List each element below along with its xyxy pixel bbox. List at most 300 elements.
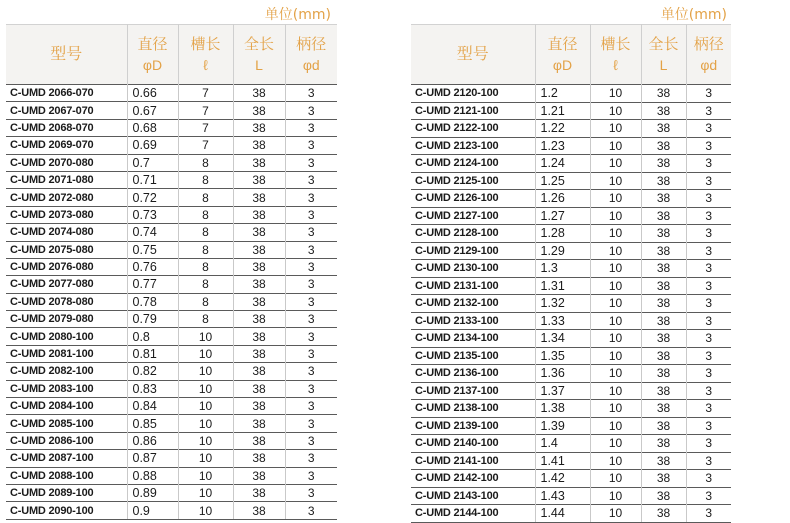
shank-diameter-cell: 3 xyxy=(285,241,337,258)
diameter-cell: 1.25 xyxy=(535,172,590,190)
overall-length-cell: 38 xyxy=(641,312,686,330)
shank-diameter-cell: 3 xyxy=(285,328,337,345)
diameter-cell: 0.81 xyxy=(127,345,178,362)
table-row xyxy=(411,470,731,488)
overall-length-cell: 38 xyxy=(641,102,686,120)
table-row xyxy=(6,502,337,519)
diameter-cell: 0.86 xyxy=(127,432,178,449)
overall-length-cell: 38 xyxy=(233,450,285,467)
overall-length-cell: 38 xyxy=(641,487,686,505)
flute-length-cell: 10 xyxy=(590,382,641,400)
unit-label: 单位(mm) xyxy=(264,7,331,23)
shank-diameter-cell: 3 xyxy=(285,171,337,188)
overall-length-cell: 38 xyxy=(641,505,686,523)
shank-diameter-cell: 3 xyxy=(686,452,731,470)
overall-length-cell: 38 xyxy=(233,137,285,154)
shank-diameter-cell: 3 xyxy=(686,190,731,208)
flute-length-cell: 10 xyxy=(590,225,641,243)
diameter-cell: 1.39 xyxy=(535,417,590,435)
header-model xyxy=(6,25,127,85)
diameter-cell: 1.31 xyxy=(535,277,590,295)
table-row xyxy=(411,312,731,330)
table-row xyxy=(6,154,337,171)
overall-length-cell: 38 xyxy=(233,311,285,328)
diameter-cell: 1.23 xyxy=(535,137,590,155)
diameter-cell: 1.37 xyxy=(535,382,590,400)
flute-length-cell: 8 xyxy=(178,293,233,310)
model-cell: C-UMD 2081-100 xyxy=(6,345,127,362)
diameter-cell: 0.87 xyxy=(127,450,178,467)
shank-diameter-cell: 3 xyxy=(285,224,337,241)
header-shank-label: 柄径 xyxy=(693,35,724,53)
model-cell: C-UMD 2131-100 xyxy=(411,277,535,295)
flute-length-cell: 8 xyxy=(178,241,233,258)
overall-length-cell: 38 xyxy=(641,435,686,453)
diameter-cell: 0.73 xyxy=(127,206,178,223)
flute-length-cell: 10 xyxy=(590,137,641,155)
overall-length-cell: 38 xyxy=(641,382,686,400)
shank-diameter-cell: 3 xyxy=(285,415,337,432)
table-row xyxy=(411,207,731,225)
overall-length-cell: 38 xyxy=(641,400,686,418)
model-cell: C-UMD 2124-100 xyxy=(411,155,535,173)
unit-label: 单位(mm) xyxy=(660,7,727,23)
header-overall-length xyxy=(641,25,686,85)
flute-length-cell: 8 xyxy=(178,206,233,223)
overall-length-cell: 38 xyxy=(641,417,686,435)
table-row xyxy=(6,415,337,432)
model-cell: C-UMD 2140-100 xyxy=(411,435,535,453)
table-row xyxy=(411,190,731,208)
header-overall-symbol: L xyxy=(255,56,263,73)
header-row xyxy=(6,25,337,85)
overall-length-cell: 38 xyxy=(641,207,686,225)
shank-diameter-cell: 3 xyxy=(686,487,731,505)
overall-length-cell: 38 xyxy=(641,452,686,470)
flute-length-cell: 10 xyxy=(178,363,233,380)
header-shank-diameter xyxy=(285,25,337,85)
model-cell: C-UMD 2084-100 xyxy=(6,398,127,415)
flute-length-cell: 8 xyxy=(178,276,233,293)
diameter-cell: 1.43 xyxy=(535,487,590,505)
table-row xyxy=(6,293,337,310)
diameter-cell: 1.38 xyxy=(535,400,590,418)
flute-length-cell: 8 xyxy=(178,258,233,275)
overall-length-cell: 38 xyxy=(641,470,686,488)
header-diameter-label: 直径 xyxy=(137,35,168,53)
table-row xyxy=(411,102,731,120)
shank-diameter-cell: 3 xyxy=(686,85,731,103)
model-cell: C-UMD 2134-100 xyxy=(411,330,535,348)
shank-diameter-cell: 3 xyxy=(686,470,731,488)
shank-diameter-cell: 3 xyxy=(686,120,731,138)
table-row xyxy=(411,172,731,190)
header-shank-diameter xyxy=(686,25,731,85)
flute-length-cell: 10 xyxy=(590,277,641,295)
overall-length-cell: 38 xyxy=(641,137,686,155)
shank-diameter-cell: 3 xyxy=(285,484,337,501)
flute-length-cell: 8 xyxy=(178,154,233,171)
diameter-cell: 1.33 xyxy=(535,312,590,330)
shank-diameter-cell: 3 xyxy=(686,225,731,243)
model-cell: C-UMD 2144-100 xyxy=(411,505,535,523)
diameter-cell: 1.36 xyxy=(535,365,590,383)
shank-diameter-cell: 3 xyxy=(686,155,731,173)
shank-diameter-cell: 3 xyxy=(285,258,337,275)
overall-length-cell: 38 xyxy=(233,241,285,258)
model-cell: C-UMD 2070-080 xyxy=(6,154,127,171)
shank-diameter-cell: 3 xyxy=(686,295,731,313)
shank-diameter-cell: 3 xyxy=(285,380,337,397)
table-body xyxy=(411,85,731,523)
shank-diameter-cell: 3 xyxy=(285,363,337,380)
overall-length-cell: 38 xyxy=(233,119,285,136)
overall-length-cell: 38 xyxy=(233,154,285,171)
flute-length-cell: 10 xyxy=(590,85,641,103)
table-row xyxy=(411,242,731,260)
diameter-cell: 1.34 xyxy=(535,330,590,348)
flute-length-cell: 10 xyxy=(590,400,641,418)
table-row xyxy=(6,224,337,241)
table-row xyxy=(411,330,731,348)
model-cell: C-UMD 2089-100 xyxy=(6,484,127,501)
diameter-cell: 0.72 xyxy=(127,189,178,206)
flute-length-cell: 10 xyxy=(590,435,641,453)
model-cell: C-UMD 2067-070 xyxy=(6,102,127,119)
shank-diameter-cell: 3 xyxy=(285,154,337,171)
model-cell: C-UMD 2078-080 xyxy=(6,293,127,310)
overall-length-cell: 38 xyxy=(233,85,285,102)
flute-length-cell: 8 xyxy=(178,171,233,188)
shank-diameter-cell: 3 xyxy=(686,330,731,348)
model-cell: C-UMD 2073-080 xyxy=(6,206,127,223)
model-cell: C-UMD 2126-100 xyxy=(411,190,535,208)
diameter-cell: 0.67 xyxy=(127,102,178,119)
model-cell: C-UMD 2074-080 xyxy=(6,224,127,241)
table-row xyxy=(411,85,731,103)
flute-length-cell: 10 xyxy=(590,452,641,470)
overall-length-cell: 38 xyxy=(641,242,686,260)
model-cell: C-UMD 2127-100 xyxy=(411,207,535,225)
shank-diameter-cell: 3 xyxy=(285,450,337,467)
header-model-label: 型号 xyxy=(50,45,83,63)
shank-diameter-cell: 3 xyxy=(686,312,731,330)
flute-length-cell: 10 xyxy=(178,345,233,362)
overall-length-cell: 38 xyxy=(641,260,686,278)
overall-length-cell: 38 xyxy=(641,347,686,365)
flute-length-cell: 10 xyxy=(590,207,641,225)
diameter-cell: 0.77 xyxy=(127,276,178,293)
table-row xyxy=(411,225,731,243)
spec-table-right xyxy=(411,24,731,523)
diameter-cell: 0.74 xyxy=(127,224,178,241)
overall-length-cell: 38 xyxy=(641,120,686,138)
diameter-cell: 1.26 xyxy=(535,190,590,208)
diameter-cell: 1.28 xyxy=(535,225,590,243)
flute-length-cell: 10 xyxy=(590,347,641,365)
table-row xyxy=(411,452,731,470)
model-cell: C-UMD 2121-100 xyxy=(411,102,535,120)
table-row xyxy=(6,363,337,380)
table-row xyxy=(411,505,731,523)
diameter-cell: 1.24 xyxy=(535,155,590,173)
diameter-cell: 0.7 xyxy=(127,154,178,171)
flute-length-cell: 10 xyxy=(590,470,641,488)
flute-length-cell: 7 xyxy=(178,119,233,136)
model-cell: C-UMD 2128-100 xyxy=(411,225,535,243)
overall-length-cell: 38 xyxy=(641,190,686,208)
overall-length-cell: 38 xyxy=(233,502,285,519)
flute-length-cell: 10 xyxy=(590,365,641,383)
flute-length-cell: 10 xyxy=(590,312,641,330)
shank-diameter-cell: 3 xyxy=(686,400,731,418)
model-cell: C-UMD 2076-080 xyxy=(6,258,127,275)
diameter-cell: 0.85 xyxy=(127,415,178,432)
model-cell: C-UMD 2072-080 xyxy=(6,189,127,206)
overall-length-cell: 38 xyxy=(641,172,686,190)
table-row xyxy=(411,120,731,138)
diameter-cell: 0.76 xyxy=(127,258,178,275)
shank-diameter-cell: 3 xyxy=(686,277,731,295)
table-row xyxy=(6,276,337,293)
model-cell: C-UMD 2082-100 xyxy=(6,363,127,380)
overall-length-cell: 38 xyxy=(641,365,686,383)
header-overall-length xyxy=(233,25,285,85)
overall-length-cell: 38 xyxy=(233,467,285,484)
model-cell: C-UMD 2125-100 xyxy=(411,172,535,190)
diameter-cell: 0.71 xyxy=(127,171,178,188)
header-flute-symbol: ℓ xyxy=(203,56,208,73)
header-flute-label: 槽长 xyxy=(600,35,631,53)
table-row xyxy=(6,311,337,328)
shank-diameter-cell: 3 xyxy=(285,398,337,415)
overall-length-cell: 38 xyxy=(641,295,686,313)
model-cell: C-UMD 2132-100 xyxy=(411,295,535,313)
table-row xyxy=(411,417,731,435)
model-cell: C-UMD 2122-100 xyxy=(411,120,535,138)
diameter-cell: 0.8 xyxy=(127,328,178,345)
model-cell: C-UMD 2066-070 xyxy=(6,85,127,102)
model-cell: C-UMD 2068-070 xyxy=(6,119,127,136)
shank-diameter-cell: 3 xyxy=(285,137,337,154)
table-row xyxy=(6,380,337,397)
flute-length-cell: 10 xyxy=(590,505,641,523)
header-overall-label: 全长 xyxy=(648,35,679,53)
model-cell: C-UMD 2085-100 xyxy=(6,415,127,432)
overall-length-cell: 38 xyxy=(233,432,285,449)
table-row xyxy=(6,258,337,275)
diameter-cell: 0.84 xyxy=(127,398,178,415)
shank-diameter-cell: 3 xyxy=(285,189,337,206)
model-cell: C-UMD 2083-100 xyxy=(6,380,127,397)
shank-diameter-cell: 3 xyxy=(686,172,731,190)
table-row xyxy=(6,171,337,188)
shank-diameter-cell: 3 xyxy=(686,207,731,225)
overall-length-cell: 38 xyxy=(233,363,285,380)
header-flute-label: 槽长 xyxy=(190,35,221,53)
table-row xyxy=(6,241,337,258)
shank-diameter-cell: 3 xyxy=(686,347,731,365)
header-shank-label: 柄径 xyxy=(296,35,327,53)
model-cell: C-UMD 2080-100 xyxy=(6,328,127,345)
shank-diameter-cell: 3 xyxy=(285,345,337,362)
flute-length-cell: 10 xyxy=(178,450,233,467)
shank-diameter-cell: 3 xyxy=(686,382,731,400)
table-row xyxy=(411,347,731,365)
model-cell: C-UMD 2142-100 xyxy=(411,470,535,488)
model-cell: C-UMD 2137-100 xyxy=(411,382,535,400)
model-cell: C-UMD 2071-080 xyxy=(6,171,127,188)
header-shank-symbol: φd xyxy=(700,56,718,73)
table-row xyxy=(411,435,731,453)
flute-length-cell: 8 xyxy=(178,311,233,328)
shank-diameter-cell: 3 xyxy=(686,242,731,260)
flute-length-cell: 10 xyxy=(590,330,641,348)
flute-length-cell: 10 xyxy=(590,190,641,208)
model-cell: C-UMD 2120-100 xyxy=(411,85,535,103)
header-row xyxy=(411,25,731,85)
flute-length-cell: 10 xyxy=(178,502,233,519)
overall-length-cell: 38 xyxy=(233,276,285,293)
model-cell: C-UMD 2130-100 xyxy=(411,260,535,278)
flute-length-cell: 10 xyxy=(178,467,233,484)
header-overall-label: 全长 xyxy=(243,35,274,53)
model-cell: C-UMD 2069-070 xyxy=(6,137,127,154)
flute-length-cell: 10 xyxy=(178,328,233,345)
overall-length-cell: 38 xyxy=(641,85,686,103)
diameter-cell: 0.69 xyxy=(127,137,178,154)
table-row xyxy=(6,432,337,449)
shank-diameter-cell: 3 xyxy=(285,119,337,136)
header-diameter-symbol: φD xyxy=(142,56,163,73)
diameter-cell: 1.44 xyxy=(535,505,590,523)
diameter-cell: 0.79 xyxy=(127,311,178,328)
diameter-cell: 1.29 xyxy=(535,242,590,260)
table-row xyxy=(6,484,337,501)
table-row xyxy=(411,277,731,295)
model-cell: C-UMD 2075-080 xyxy=(6,241,127,258)
overall-length-cell: 38 xyxy=(233,171,285,188)
model-cell: C-UMD 2143-100 xyxy=(411,487,535,505)
overall-length-cell: 38 xyxy=(233,293,285,310)
table-row xyxy=(6,398,337,415)
model-cell: C-UMD 2088-100 xyxy=(6,467,127,484)
diameter-cell: 0.66 xyxy=(127,85,178,102)
diameter-cell: 0.83 xyxy=(127,380,178,397)
diameter-cell: 1.21 xyxy=(535,102,590,120)
model-cell: C-UMD 2087-100 xyxy=(6,450,127,467)
shank-diameter-cell: 3 xyxy=(285,276,337,293)
overall-length-cell: 38 xyxy=(233,189,285,206)
diameter-cell: 0.75 xyxy=(127,241,178,258)
header-diameter xyxy=(535,25,590,85)
header-diameter xyxy=(127,25,178,85)
shank-diameter-cell: 3 xyxy=(285,293,337,310)
table-row xyxy=(411,260,731,278)
shank-diameter-cell: 3 xyxy=(285,311,337,328)
flute-length-cell: 10 xyxy=(590,260,641,278)
header-flute-length xyxy=(590,25,641,85)
model-cell: C-UMD 2077-080 xyxy=(6,276,127,293)
flute-length-cell: 8 xyxy=(178,224,233,241)
table-body xyxy=(6,85,337,520)
header-diameter-label: 直径 xyxy=(547,35,578,53)
shank-diameter-cell: 3 xyxy=(686,365,731,383)
header-overall-symbol: L xyxy=(659,56,668,73)
flute-length-cell: 7 xyxy=(178,102,233,119)
overall-length-cell: 38 xyxy=(233,258,285,275)
model-cell: C-UMD 2079-080 xyxy=(6,311,127,328)
flute-length-cell: 7 xyxy=(178,137,233,154)
table-row xyxy=(6,328,337,345)
diameter-cell: 0.68 xyxy=(127,119,178,136)
shank-diameter-cell: 3 xyxy=(285,502,337,519)
model-cell: C-UMD 2139-100 xyxy=(411,417,535,435)
model-cell: C-UMD 2086-100 xyxy=(6,432,127,449)
spec-table-left xyxy=(6,24,337,520)
table-row xyxy=(411,487,731,505)
flute-length-cell: 10 xyxy=(178,432,233,449)
shank-diameter-cell: 3 xyxy=(285,206,337,223)
diameter-cell: 0.9 xyxy=(127,502,178,519)
diameter-cell: 0.78 xyxy=(127,293,178,310)
flute-length-cell: 10 xyxy=(590,155,641,173)
diameter-cell: 1.35 xyxy=(535,347,590,365)
model-cell: C-UMD 2090-100 xyxy=(6,502,127,519)
overall-length-cell: 38 xyxy=(233,345,285,362)
overall-length-cell: 38 xyxy=(233,398,285,415)
model-cell: C-UMD 2138-100 xyxy=(411,400,535,418)
table-row xyxy=(6,189,337,206)
table-row xyxy=(411,400,731,418)
model-cell: C-UMD 2136-100 xyxy=(411,365,535,383)
shank-diameter-cell: 3 xyxy=(686,102,731,120)
table-row xyxy=(6,206,337,223)
flute-length-cell: 10 xyxy=(178,484,233,501)
table-row xyxy=(411,137,731,155)
overall-length-cell: 38 xyxy=(233,415,285,432)
diameter-cell: 1.32 xyxy=(535,295,590,313)
diameter-cell: 0.82 xyxy=(127,363,178,380)
shank-diameter-cell: 3 xyxy=(285,432,337,449)
overall-length-cell: 38 xyxy=(233,224,285,241)
table-row xyxy=(6,102,337,119)
shank-diameter-cell: 3 xyxy=(686,505,731,523)
flute-length-cell: 10 xyxy=(590,242,641,260)
table-row xyxy=(6,345,337,362)
diameter-cell: 1.2 xyxy=(535,85,590,103)
diameter-cell: 1.41 xyxy=(535,452,590,470)
model-cell: C-UMD 2129-100 xyxy=(411,242,535,260)
flute-length-cell: 10 xyxy=(590,417,641,435)
table-row xyxy=(6,137,337,154)
overall-length-cell: 38 xyxy=(233,206,285,223)
shank-diameter-cell: 3 xyxy=(686,435,731,453)
table-row xyxy=(6,450,337,467)
flute-length-cell: 8 xyxy=(178,189,233,206)
table-row xyxy=(6,85,337,102)
shank-diameter-cell: 3 xyxy=(285,85,337,102)
table-row xyxy=(411,382,731,400)
overall-length-cell: 38 xyxy=(641,330,686,348)
flute-length-cell: 10 xyxy=(178,380,233,397)
shank-diameter-cell: 3 xyxy=(686,260,731,278)
flute-length-cell: 10 xyxy=(590,487,641,505)
shank-diameter-cell: 3 xyxy=(285,467,337,484)
flute-length-cell: 10 xyxy=(590,295,641,313)
overall-length-cell: 38 xyxy=(641,277,686,295)
model-cell: C-UMD 2133-100 xyxy=(411,312,535,330)
